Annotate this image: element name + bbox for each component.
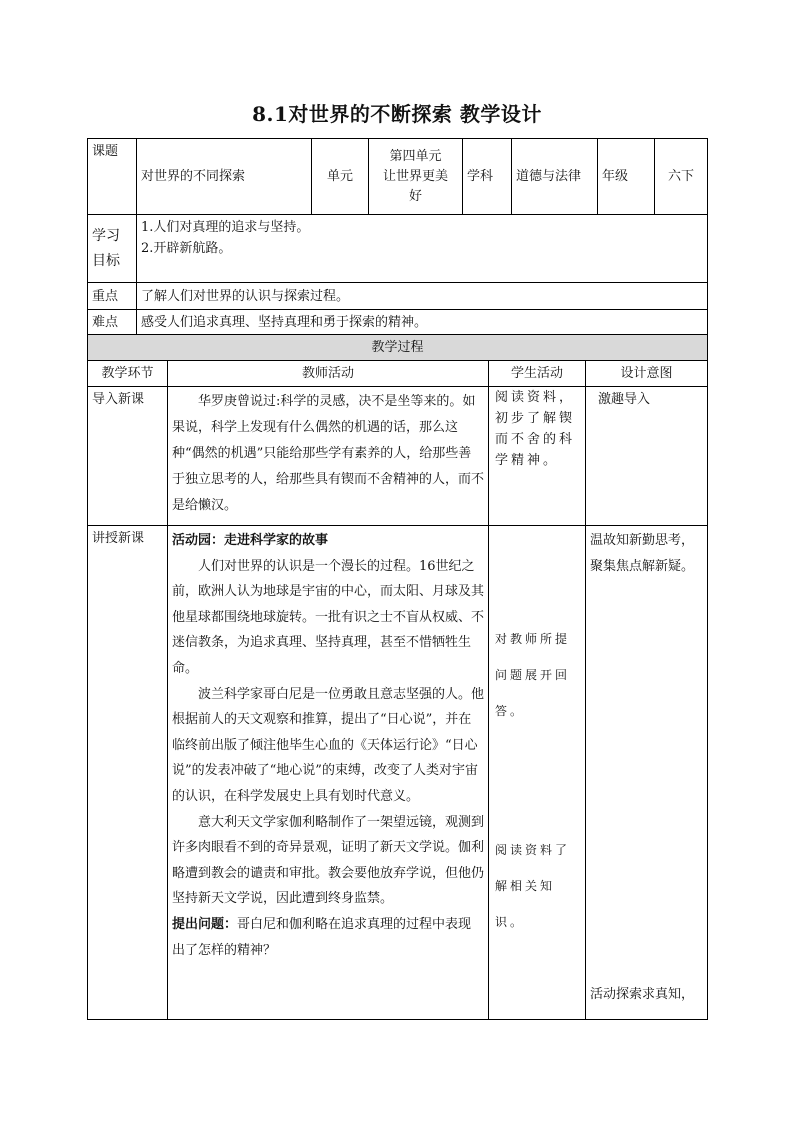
- column-header-intent: 设计意图: [586, 361, 708, 387]
- lesson-paragraph: 意大利天文学家伽利略制作了一架望远镜，观测到许多肉眼看不到的奇异景观，证明了新天文学说。伽利略遭到教会的谴责和审批。教会要他放弃学说，但他仍坚持新天文学说，因此遭到终身监禁。: [172, 814, 485, 907]
- difficulty-label: 难点: [88, 310, 137, 336]
- column-header-stage: 教学环节: [88, 361, 168, 387]
- subject-label: 学科: [463, 139, 512, 215]
- question-label: 提出问题：: [172, 916, 238, 932]
- subject-value: 道德与法律: [512, 139, 598, 215]
- difficulty-value: 感受人们追求真理、坚持真理和勇于探索的精神。: [137, 310, 708, 336]
- course-label: 课题: [88, 139, 137, 215]
- unit-value: 第四单元 让世界更美 好: [369, 139, 463, 215]
- process-header: 教学过程: [88, 335, 708, 361]
- goals-list: [137, 215, 708, 283]
- column-header-teacher: 教师活动: [168, 361, 489, 387]
- goal-item: 1.人们对真理的追求与坚持。: [141, 220, 310, 235]
- unit-label: 单元: [312, 139, 369, 215]
- column-header-student: 学生活动: [489, 361, 586, 387]
- course-info-table: [87, 138, 708, 336]
- lesson-stage: 讲授新课: [88, 526, 168, 1020]
- grade-label: 年级: [598, 139, 655, 215]
- question-text: 哥白尼和伽利略在追求真理的过程中表现出了怎样的精神？: [172, 916, 472, 958]
- key-value: 了解人们对世界的认识与探索过程。: [137, 283, 708, 310]
- lesson-student-activity-2: 阅读资料了解相关知识。: [495, 843, 571, 929]
- lesson-paragraph: 人们对世界的认识是一个漫长的过程。16世纪之前，欧洲人认为地球是宇宙的中心，而太阳、月球及其他星球都围绕地球旋转。一批有识之士不盲从权威、不迷信教条，为追求真理、坚持真理，甚至不惜牺牲生命。: [172, 558, 485, 676]
- teaching-process-table: [87, 334, 708, 1020]
- intro-stage: 导入新课: [88, 387, 168, 526]
- lesson-intent-1: 温故知新勤思考，聚集焦点解新疑。: [590, 533, 695, 574]
- lesson-paragraph: 波兰科学家哥白尼是一位勇敢且意志坚强的人。他根据前人的天文观察和推算，提出了“日心说”，并在临终前出版了倾注他毕生心血的《天体运行论》“日心说”的发表冲破了“地心说”的束缚，改变了人类对宇宙的认识，在科学发展史上具有划时代意义。: [172, 686, 485, 804]
- activity-title: 活动园：走进科学家的故事: [172, 533, 329, 548]
- key-label: 重点: [88, 283, 137, 310]
- page-title: 8.1对世界的不断探索 教学设计: [252, 102, 542, 126]
- grade-value: 六下: [655, 139, 708, 215]
- lesson-student-activity-1: 对教师所提问题展开回答。: [495, 632, 571, 718]
- lesson-intent-2: 活动探索求真知，: [590, 987, 695, 1002]
- intro-teacher-activity: 华罗庚曾说过:科学的灵感，决不是坐等来的。如果说，科学上发现有什么偶然的机遇的话，那么这种“偶然的机遇”只能给那些学有素养的人，给那些善于独立思考的人，给那些具有锲而不舍精神的人，而不是给懒汉。: [172, 394, 485, 513]
- goals-label: 学习 目标: [88, 215, 137, 283]
- intro-intent: 激趣导入: [586, 387, 708, 526]
- course-value: 对世界的不同探索: [137, 139, 312, 215]
- intro-student-activity: 阅读资料，初步了解锲而不舍的科学精神。: [489, 387, 586, 526]
- goal-item: 2.开辟新航路。: [141, 241, 232, 256]
